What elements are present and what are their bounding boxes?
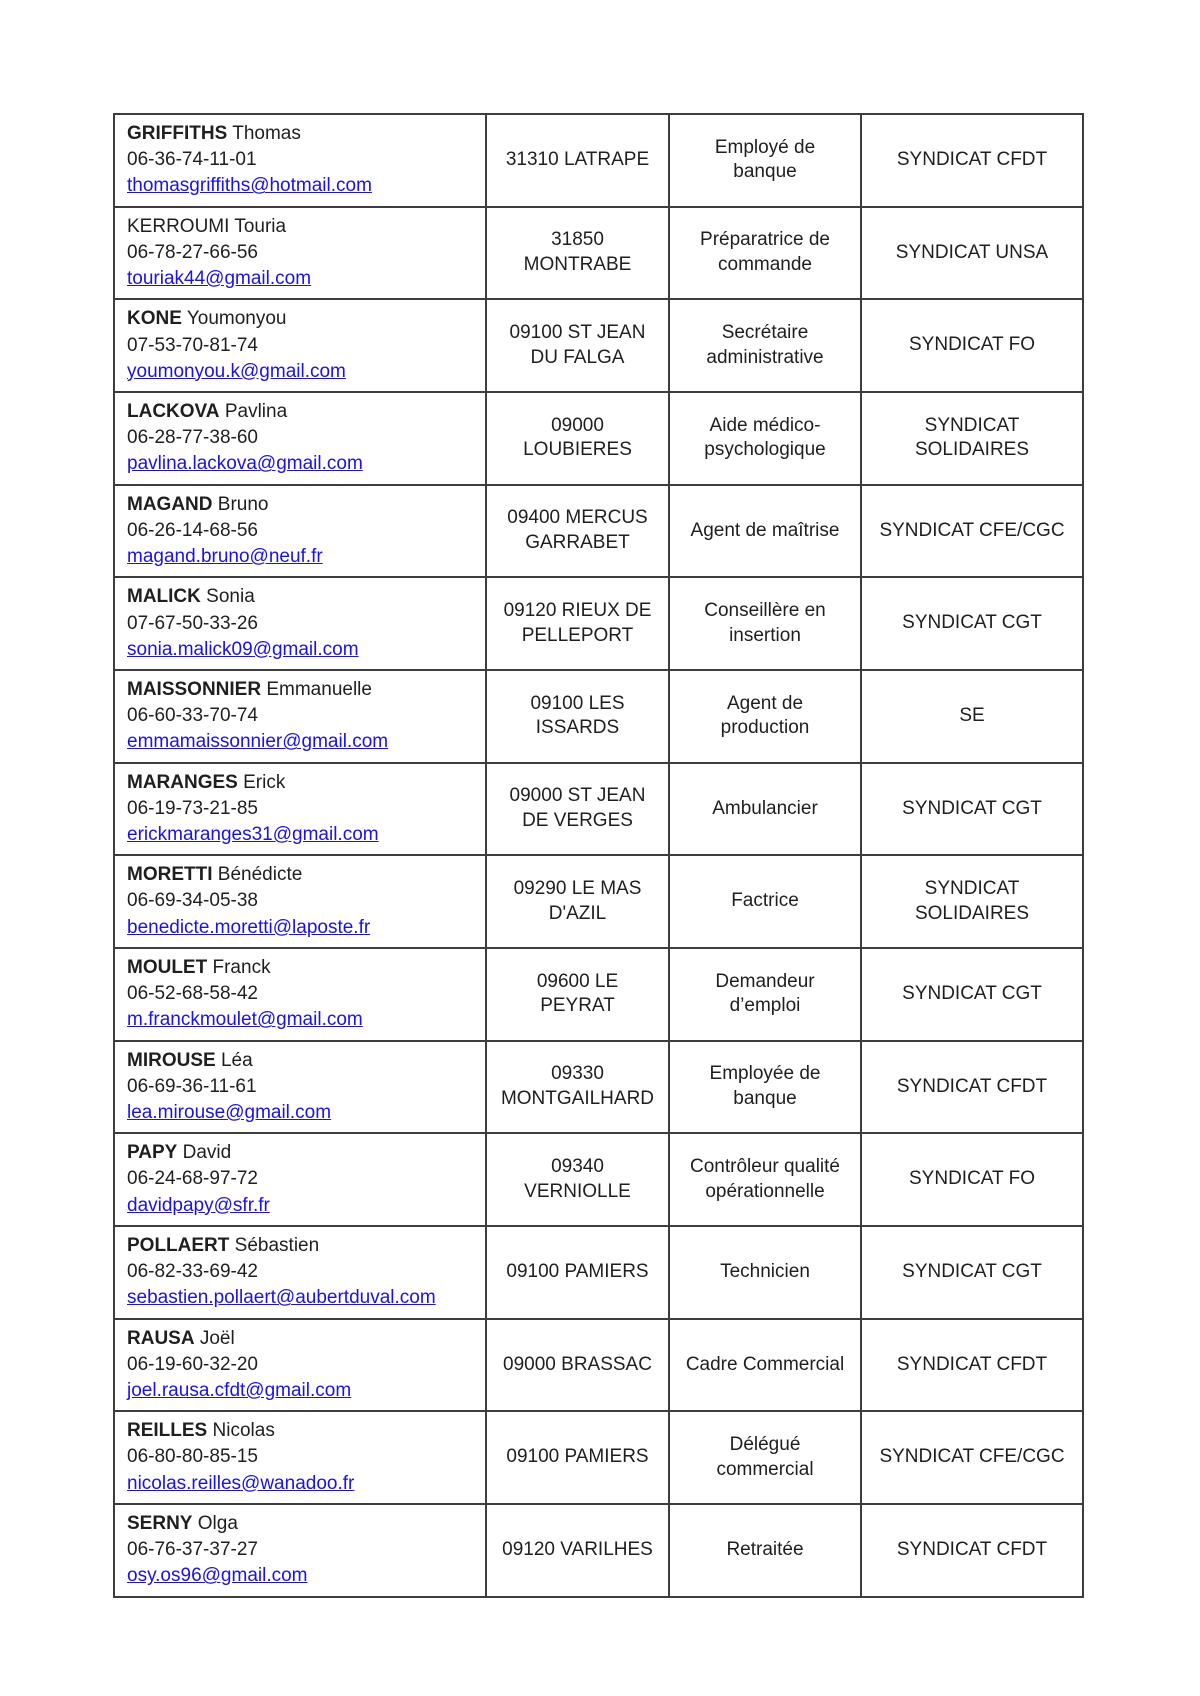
union-cell: SYNDICAT SOLIDAIRES: [861, 392, 1083, 485]
union-cell: SYNDICAT CFDT: [861, 1041, 1083, 1134]
union-cell: SYNDICAT CGT: [861, 1226, 1083, 1319]
person-phone: 06-52-68-58-42: [127, 983, 258, 1005]
person-email-link[interactable]: davidpapy@sfr.fr: [127, 1194, 270, 1216]
city-cell: 09600 LE PEYRAT: [486, 948, 669, 1041]
table-row: [114, 577, 1083, 670]
person-email-link[interactable]: m.franckmoulet@gmail.com: [127, 1009, 363, 1031]
job-cell: Agent de maîtrise: [669, 485, 861, 578]
union-cell: SYNDICAT CGT: [861, 577, 1083, 670]
person-last-name: MAGAND: [127, 493, 213, 515]
city-cell: 09100 ST JEAN DU FALGA: [486, 299, 669, 392]
person-first-name: Youmonyou: [186, 308, 287, 330]
contact-cell: [114, 948, 486, 1041]
contact-cell: [114, 392, 486, 485]
contact-cell: [114, 1319, 486, 1412]
person-name: [127, 584, 473, 610]
job-cell: Contrôleur qualité opérationnelle: [669, 1133, 861, 1226]
city-cell: 09330 MONTGAILHARD: [486, 1041, 669, 1134]
job-cell: Préparatrice de commande: [669, 207, 861, 300]
table-row: [114, 763, 1083, 856]
person-phone: 06-76-37-37-27: [127, 1539, 258, 1561]
job-cell: Factrice: [669, 855, 861, 948]
person-phone: 06-69-36-11-61: [127, 1075, 257, 1097]
job-cell: Secrétaire administrative: [669, 299, 861, 392]
city-cell: 31850 MONTRABE: [486, 207, 669, 300]
union-cell: SYNDICAT SOLIDAIRES: [861, 855, 1083, 948]
person-name: [127, 677, 473, 703]
table-row: [114, 1411, 1083, 1504]
table-row: [114, 670, 1083, 763]
union-cell: SYNDICAT UNSA: [861, 207, 1083, 300]
person-last-name: KERROUMI: [127, 215, 230, 237]
person-first-name: Erick: [243, 771, 286, 793]
person-first-name: David: [182, 1142, 232, 1164]
person-first-name: Franck: [212, 956, 271, 978]
city-cell: 09000 BRASSAC: [486, 1319, 669, 1412]
job-cell: Retraitée: [669, 1504, 861, 1597]
union-cell: SYNDICAT CFE/CGC: [861, 485, 1083, 578]
table-row: [114, 948, 1083, 1041]
person-last-name: MALICK: [127, 586, 201, 608]
city-cell: 09000 ST JEAN DE VERGES: [486, 763, 669, 856]
person-phone: 06-82-33-69-42: [127, 1261, 258, 1283]
person-first-name: Olga: [197, 1512, 238, 1534]
contact-cell: [114, 485, 486, 578]
person-last-name: MIROUSE: [127, 1049, 216, 1071]
job-cell: Délégué commercial: [669, 1411, 861, 1504]
job-cell: Conseillère en insertion: [669, 577, 861, 670]
contact-cell: [114, 855, 486, 948]
contacts-table-body: [114, 114, 1083, 1597]
union-cell: SYNDICAT CFE/CGC: [861, 1411, 1083, 1504]
person-first-name: Thomas: [232, 123, 301, 144]
person-name: [127, 1418, 473, 1444]
city-cell: 09290 LE MAS D'AZIL: [486, 855, 669, 948]
contacts-table: [113, 113, 1084, 1598]
city-cell: 09000 LOUBIERES: [486, 392, 669, 485]
person-email-link[interactable]: erickmaranges31@gmail.com: [127, 824, 379, 846]
person-phone: 06-28-77-38-60: [127, 427, 258, 449]
person-last-name: MARANGES: [127, 771, 238, 793]
person-last-name: MORETTI: [127, 864, 213, 886]
person-last-name: SERNY: [127, 1512, 193, 1534]
table-row: [114, 855, 1083, 948]
person-name: [127, 399, 473, 425]
person-first-name: Bénédicte: [217, 864, 303, 886]
table-row: [114, 1133, 1083, 1226]
union-cell: SYNDICAT FO: [861, 1133, 1083, 1226]
table-row: [114, 485, 1083, 578]
person-email-link[interactable]: touriak44@gmail.com: [127, 268, 312, 290]
person-email-link[interactable]: magand.bruno@neuf.fr: [127, 546, 323, 568]
union-cell: SYNDICAT CFDT: [861, 1319, 1083, 1412]
person-last-name: REILLES: [127, 1420, 208, 1442]
person-email-link[interactable]: sonia.malick09@gmail.com: [127, 638, 359, 660]
union-cell: SYNDICAT CFDT: [861, 114, 1083, 207]
person-last-name: GRIFFITHS: [127, 123, 228, 144]
person-email-link[interactable]: osy.os96@gmail.com: [127, 1565, 308, 1587]
person-email-link[interactable]: joel.rausa.cfdt@gmail.com: [127, 1379, 352, 1401]
person-first-name: Sonia: [206, 586, 255, 608]
person-name: [127, 1511, 473, 1537]
contact-cell: [114, 207, 486, 300]
person-last-name: PAPY: [127, 1142, 178, 1164]
person-phone: 06-26-14-68-56: [127, 519, 258, 541]
table-row: [114, 207, 1083, 300]
union-cell: SYNDICAT CFDT: [861, 1504, 1083, 1597]
table-row: [114, 1504, 1083, 1597]
person-first-name: Joël: [199, 1327, 235, 1349]
person-name: [127, 862, 473, 888]
person-name: [127, 306, 473, 332]
job-cell: Ambulancier: [669, 763, 861, 856]
city-cell: 31310 LATRAPE: [486, 114, 669, 207]
person-email-link[interactable]: nicolas.reilles@wanadoo.fr: [127, 1472, 355, 1494]
table-row: [114, 1041, 1083, 1134]
person-phone: 06-60-33-70-74: [127, 705, 258, 727]
person-last-name: MAISSONNIER: [127, 678, 262, 700]
person-phone: 06-78-27-66-56: [127, 241, 258, 263]
person-phone: 06-19-60-32-20: [127, 1353, 258, 1375]
union-cell: SE: [861, 670, 1083, 763]
person-name: [127, 492, 473, 518]
contact-cell: [114, 1226, 486, 1319]
person-phone: 07-67-50-33-26: [127, 612, 258, 634]
person-email-link[interactable]: lea.mirouse@gmail.com: [127, 1102, 332, 1123]
contact-cell: [114, 1411, 486, 1504]
person-email-link[interactable]: thomasgriffiths@hotmail.com: [127, 175, 372, 197]
person-name: [127, 1326, 473, 1352]
person-name: [127, 121, 473, 147]
person-last-name: POLLAERT: [127, 1234, 230, 1256]
person-first-name: Pavlina: [224, 400, 288, 422]
job-cell: Employée de banque: [669, 1041, 861, 1134]
person-last-name: MOULET: [127, 956, 208, 978]
person-name: [127, 214, 473, 240]
person-last-name: RAUSA: [127, 1327, 195, 1349]
contact-cell: [114, 1133, 486, 1226]
person-last-name: LACKOVA: [127, 400, 220, 422]
person-email-link[interactable]: benedicte.moretti@laposte.fr: [127, 916, 371, 938]
person-email-link[interactable]: youmonyou.k@gmail.com: [127, 360, 346, 382]
union-cell: SYNDICAT FO: [861, 299, 1083, 392]
city-cell: 09100 PAMIERS: [486, 1411, 669, 1504]
person-phone: 06-36-74-11-01: [127, 149, 257, 171]
person-last-name: KONE: [127, 308, 182, 330]
person-phone: 06-80-80-85-15: [127, 1446, 258, 1468]
union-cell: SYNDICAT CGT: [861, 763, 1083, 856]
person-phone: 06-24-68-97-72: [127, 1168, 258, 1190]
contact-cell: [114, 1504, 486, 1597]
person-name: [127, 1233, 473, 1259]
contact-cell: [114, 1041, 486, 1134]
person-phone: 07-53-70-81-74: [127, 334, 258, 356]
job-cell: Demandeur d’emploi: [669, 948, 861, 1041]
person-first-name: Nicolas: [212, 1420, 275, 1442]
city-cell: 09120 VARILHES: [486, 1504, 669, 1597]
job-cell: Agent de production: [669, 670, 861, 763]
person-first-name: Touria: [234, 215, 287, 237]
table-row: [114, 1226, 1083, 1319]
table-row: [114, 299, 1083, 392]
person-first-name: Emmanuelle: [266, 678, 372, 700]
person-first-name: Sébastien: [234, 1234, 320, 1256]
union-cell: SYNDICAT CGT: [861, 948, 1083, 1041]
city-cell: 09400 MERCUS GARRABET: [486, 485, 669, 578]
person-phone: 06-69-34-05-38: [127, 890, 258, 912]
person-name: [127, 770, 473, 796]
job-cell: Cadre Commercial: [669, 1319, 861, 1412]
person-name: [127, 1048, 473, 1074]
contact-cell: [114, 114, 486, 207]
job-cell: Employé de banque: [669, 114, 861, 207]
table-row: [114, 392, 1083, 485]
contact-cell: [114, 577, 486, 670]
city-cell: 09100 LES ISSARDS: [486, 670, 669, 763]
contact-cell: [114, 670, 486, 763]
person-name: [127, 1140, 473, 1166]
city-cell: 09120 RIEUX DE PELLEPORT: [486, 577, 669, 670]
table-row: [114, 1319, 1083, 1412]
person-phone: 06-19-73-21-85: [127, 797, 258, 819]
job-cell: Technicien: [669, 1226, 861, 1319]
person-first-name: Léa: [220, 1049, 253, 1071]
job-cell: Aide médico-psychologique: [669, 392, 861, 485]
city-cell: 09340 VERNIOLLE: [486, 1133, 669, 1226]
person-email-link[interactable]: pavlina.lackova@gmail.com: [127, 453, 363, 475]
table-row: [114, 114, 1083, 207]
contact-cell: [114, 763, 486, 856]
city-cell: 09100 PAMIERS: [486, 1226, 669, 1319]
person-email-link[interactable]: emmamaissonnier@gmail.com: [127, 731, 389, 753]
person-email-link[interactable]: sebastien.pollaert@aubertduval.com: [127, 1287, 436, 1309]
person-name: [127, 955, 473, 981]
person-first-name: Bruno: [217, 493, 269, 515]
contact-cell: [114, 299, 486, 392]
